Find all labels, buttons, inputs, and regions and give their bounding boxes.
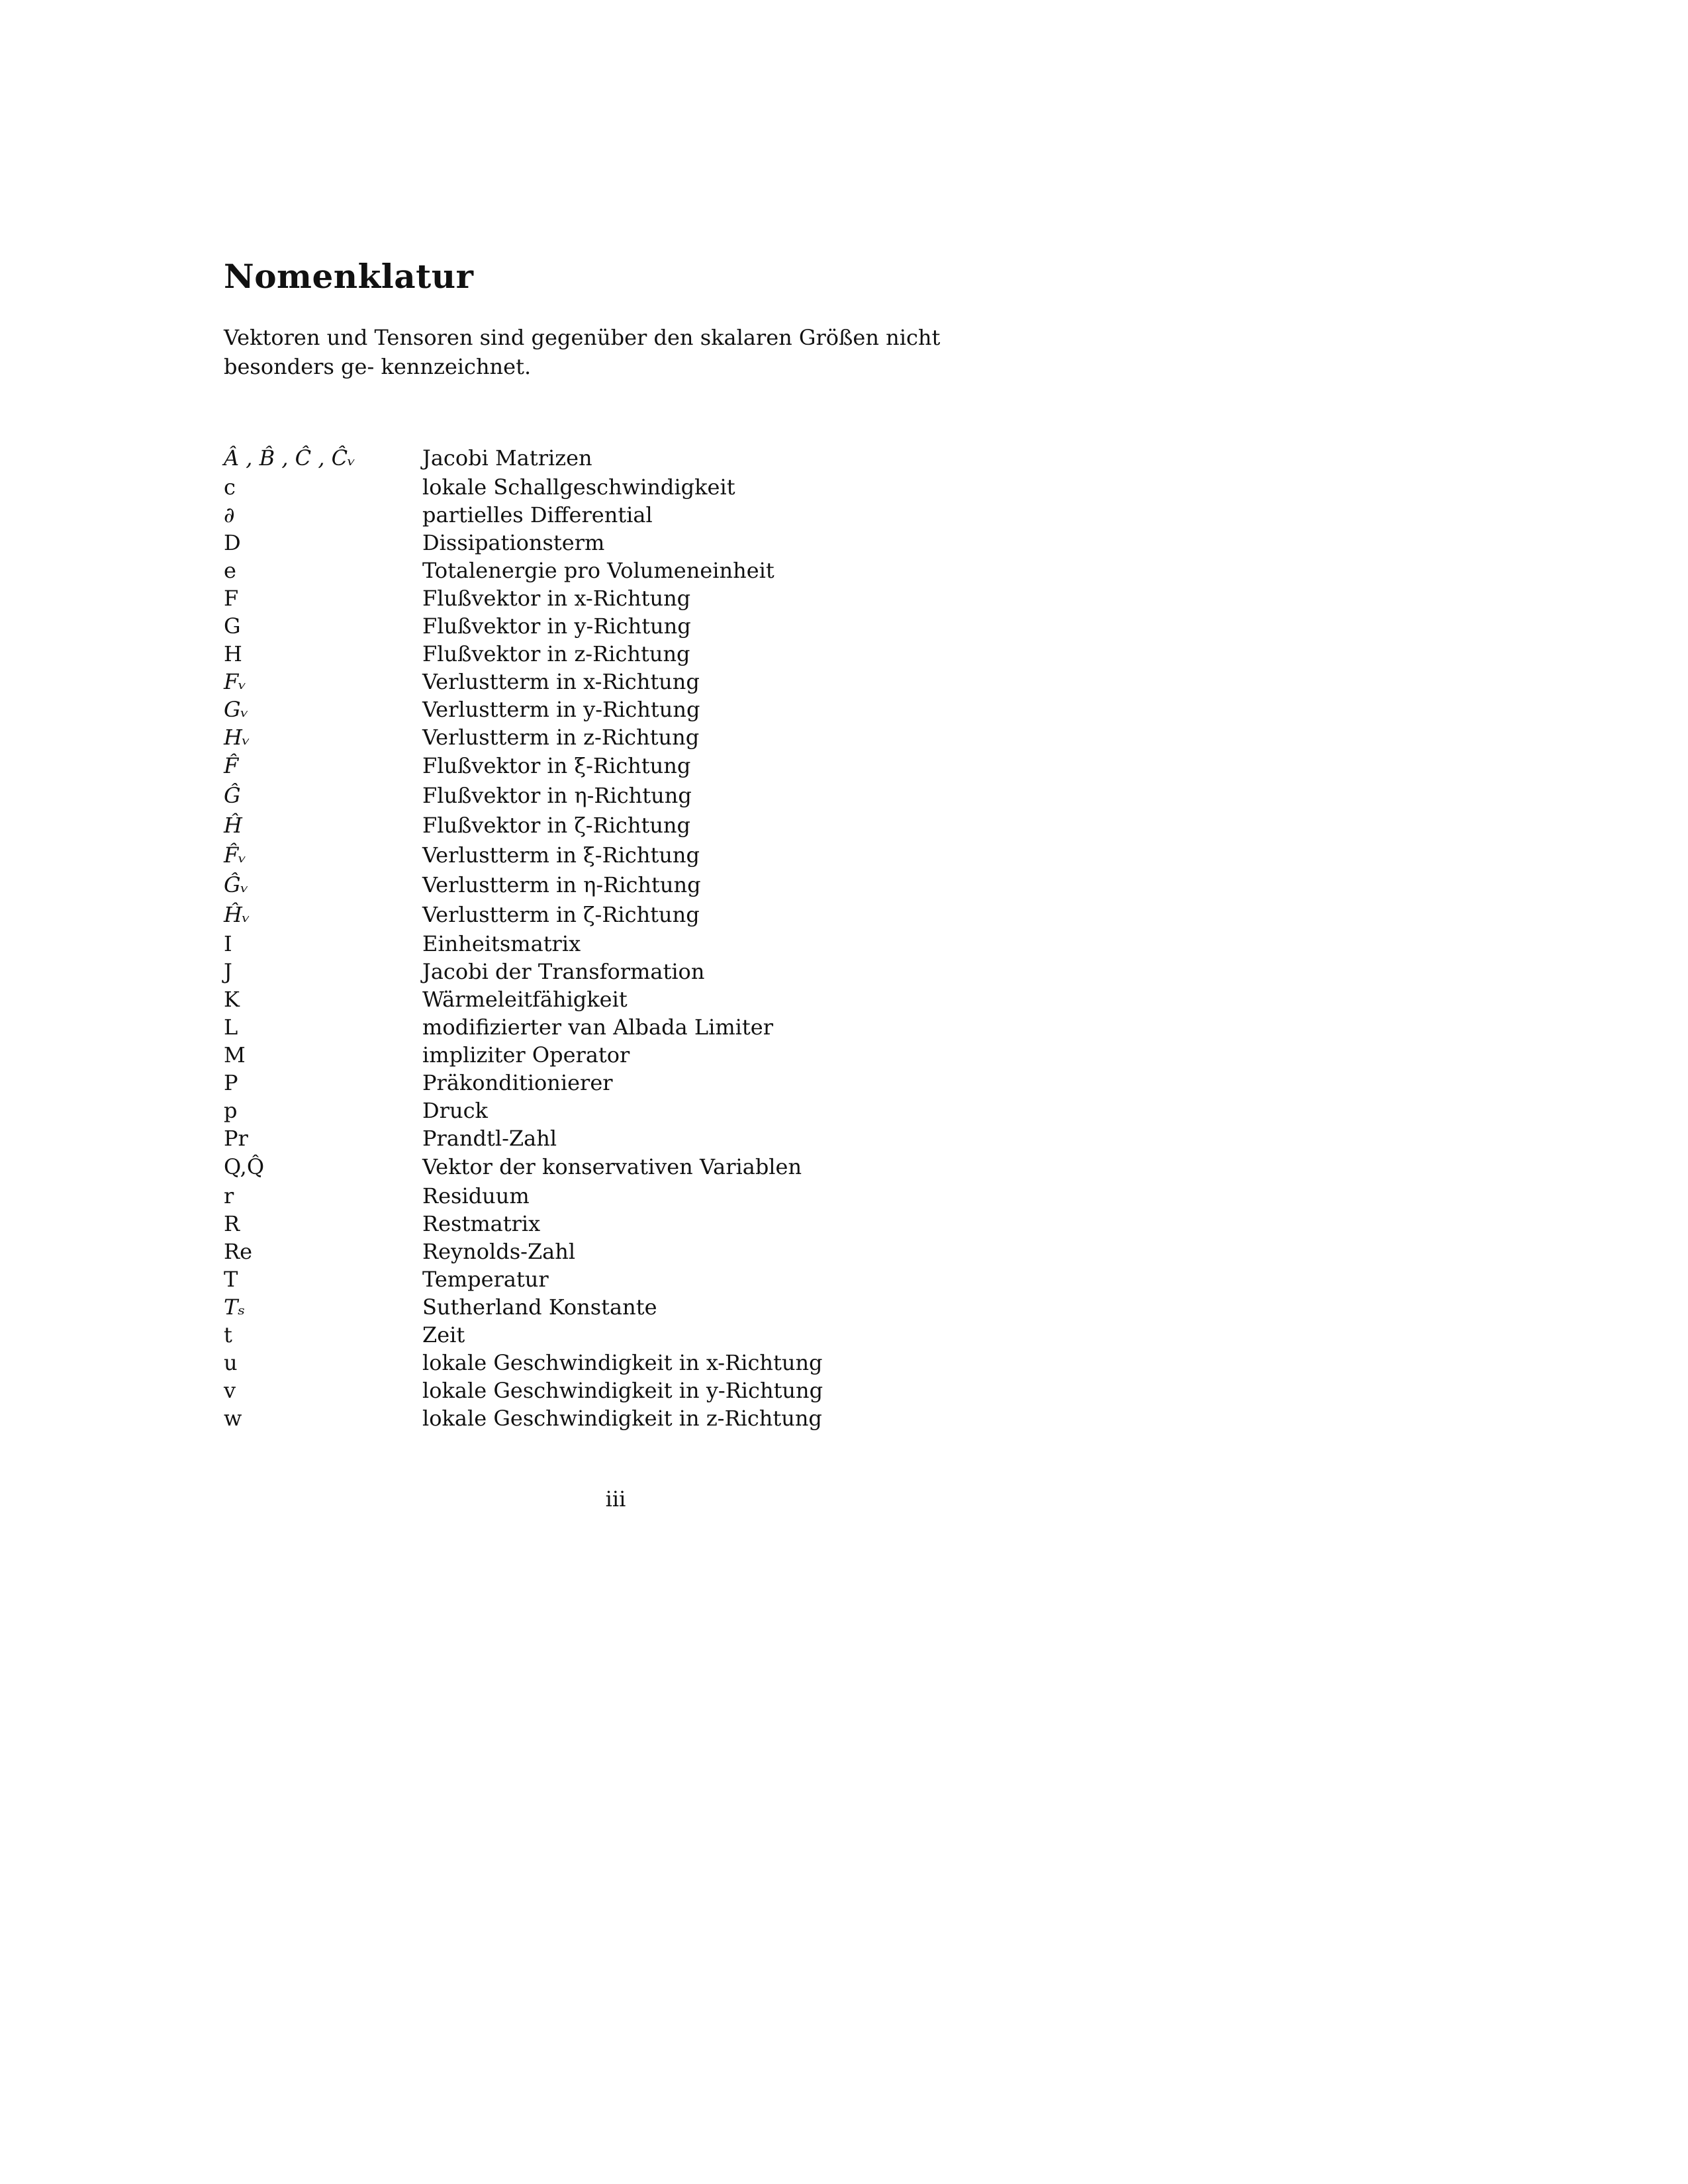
nomenclature-symbol: r (224, 1183, 234, 1208)
nomenclature-row (224, 640, 823, 668)
nomenclature-symbol: Ĥ (224, 813, 242, 838)
nomenclature-symbol: K (224, 987, 240, 1012)
nomenclature-row (224, 1124, 823, 1152)
nomenclature-description: Wärmeleitfähigkeit (422, 987, 628, 1012)
nomenclature-row (224, 811, 823, 841)
nomenclature-description: Jacobi Matrizen (422, 445, 592, 471)
nomenclature-symbol: ∂ (224, 502, 235, 527)
nomenclature-symbol: Pr (224, 1126, 248, 1151)
nomenclature-row (224, 1013, 823, 1041)
nomenclature-description: Flußvektor in η-Richtung (422, 783, 692, 808)
nomenclature-row (224, 557, 823, 584)
nomenclature-symbol: Ĝᵥ (224, 872, 249, 897)
nomenclature-description: lokale Geschwindigkeit in x-Richtung (422, 1350, 823, 1375)
nomenclature-row (224, 1293, 823, 1321)
nomenclature-description: lokale Geschwindigkeit in y-Richtung (422, 1378, 823, 1403)
nomenclature-symbol: e (224, 558, 236, 583)
nomenclature-row (224, 584, 823, 612)
nomenclature-symbol: Â , B̂ , Ĉ , Ĉᵥ (224, 445, 356, 471)
nomenclature-symbol: c (224, 475, 236, 500)
nomenclature-description: Verlustterm in η-Richtung (422, 872, 701, 897)
nomenclature-row (224, 985, 823, 1013)
nomenclature-symbol: Hᵥ (224, 725, 250, 750)
nomenclature-symbol: M (224, 1042, 246, 1068)
nomenclature-row (224, 930, 823, 958)
nomenclature-description: impliziter Operator (422, 1042, 630, 1068)
nomenclature-symbol: L (224, 1015, 238, 1040)
nomenclature-row (224, 751, 823, 781)
nomenclature-row (224, 841, 823, 870)
nomenclature-symbol: Fᵥ (224, 669, 247, 694)
nomenclature-row (224, 1377, 823, 1404)
nomenclature-description: Verlustterm in y-Richtung (422, 697, 700, 722)
nomenclature-row (224, 696, 823, 723)
nomenclature-symbol: D (224, 530, 241, 555)
nomenclature-description: lokale Schallgeschwindigkeit (422, 475, 735, 500)
nomenclature-description: Präkonditionierer (422, 1070, 613, 1095)
page-number: iii (605, 1486, 626, 1512)
nomenclature-description: Verlustterm in ξ-Richtung (422, 842, 700, 868)
nomenclature-row (224, 900, 823, 930)
nomenclature-row (224, 501, 823, 529)
nomenclature-row (224, 958, 823, 985)
nomenclature-row (224, 1182, 823, 1210)
nomenclature-row (224, 1097, 823, 1124)
nomenclature-symbol: F̂ᵥ (224, 842, 247, 868)
nomenclature-row (224, 781, 823, 811)
nomenclature-row (224, 1152, 823, 1182)
nomenclature-symbol: w (224, 1406, 242, 1431)
nomenclature-description: Verlustterm in z-Richtung (422, 725, 700, 750)
nomenclature-row (224, 529, 823, 557)
nomenclature-row (224, 443, 823, 473)
nomenclature-symbol: R (224, 1211, 240, 1236)
nomenclature-description: Zeit (422, 1322, 465, 1347)
nomenclature-symbol: Ĝ (224, 783, 241, 808)
nomenclature-symbol: t (224, 1322, 232, 1347)
nomenclature-row (224, 1321, 823, 1349)
nomenclature-symbol: H (224, 641, 242, 666)
nomenclature-description: Vektor der konservativen Variablen (422, 1154, 802, 1179)
nomenclature-symbol: Q,Q̂ (224, 1154, 265, 1179)
nomenclature-description: Jacobi der Transformation (422, 959, 705, 984)
nomenclature-symbol: u (224, 1350, 238, 1375)
nomenclature-symbol: Re (224, 1239, 253, 1264)
nomenclature-description: Flußvektor in ζ-Richtung (422, 813, 691, 838)
nomenclature-description: Einheitsmatrix (422, 931, 581, 956)
nomenclature-description: Restmatrix (422, 1211, 541, 1236)
nomenclature-row (224, 1238, 823, 1265)
nomenclature-symbol: I (224, 931, 232, 956)
nomenclature-row (224, 1210, 823, 1238)
nomenclature-row (224, 1041, 823, 1069)
nomenclature-description: Verlustterm in x-Richtung (422, 669, 700, 694)
nomenclature-symbol: F (224, 586, 239, 611)
nomenclature-symbol: Ĥᵥ (224, 902, 250, 927)
intro-paragraph: Vektoren und Tensoren sind gegenüber den skalaren Größen nicht besonders ge- kennzeichnet. (224, 325, 941, 379)
nomenclature-description: Dissipationsterm (422, 530, 605, 555)
nomenclature-symbol: Tₛ (224, 1295, 246, 1320)
nomenclature-description: modifizierter van Albada Limiter (422, 1015, 773, 1040)
nomenclature-row (224, 668, 823, 696)
nomenclature-description: lokale Geschwindigkeit in z-Richtung (422, 1406, 822, 1431)
nomenclature-description: Flußvektor in y-Richtung (422, 614, 691, 639)
nomenclature-description: partielles Differential (422, 502, 653, 527)
nomenclature-list (224, 443, 823, 1432)
nomenclature-row (224, 870, 823, 900)
nomenclature-description: Reynolds-Zahl (422, 1239, 576, 1264)
nomenclature-row (224, 1349, 823, 1377)
nomenclature-description: Residuum (422, 1183, 530, 1208)
nomenclature-row (224, 723, 823, 751)
nomenclature-description: Flußvektor in x-Richtung (422, 586, 691, 611)
nomenclature-description: Temperatur (422, 1267, 549, 1292)
nomenclature-description: Flußvektor in ξ-Richtung (422, 753, 691, 778)
nomenclature-symbol: T (224, 1267, 238, 1292)
nomenclature-description: Prandtl-Zahl (422, 1126, 557, 1151)
nomenclature-symbol: G (224, 614, 241, 639)
nomenclature-row (224, 1265, 823, 1293)
nomenclature-row (224, 473, 823, 501)
nomenclature-symbol: P (224, 1070, 238, 1095)
nomenclature-symbol: v (224, 1378, 236, 1403)
nomenclature-symbol: J (224, 959, 232, 984)
nomenclature-row (224, 1069, 823, 1097)
nomenclature-description: Totalenergie pro Volumeneinheit (422, 558, 774, 583)
nomenclature-description: Sutherland Konstante (422, 1295, 657, 1320)
nomenclature-symbol: F̂ (224, 753, 239, 778)
nomenclature-description: Flußvektor in z-Richtung (422, 641, 690, 666)
nomenclature-row (224, 1404, 823, 1432)
nomenclature-symbol: p (224, 1098, 238, 1123)
nomenclature-row (224, 612, 823, 640)
nomenclature-description: Verlustterm in ζ-Richtung (422, 902, 700, 927)
nomenclature-symbol: Gᵥ (224, 697, 249, 722)
nomenclature-description: Druck (422, 1098, 488, 1123)
page-title: Nomenklatur (224, 257, 474, 296)
